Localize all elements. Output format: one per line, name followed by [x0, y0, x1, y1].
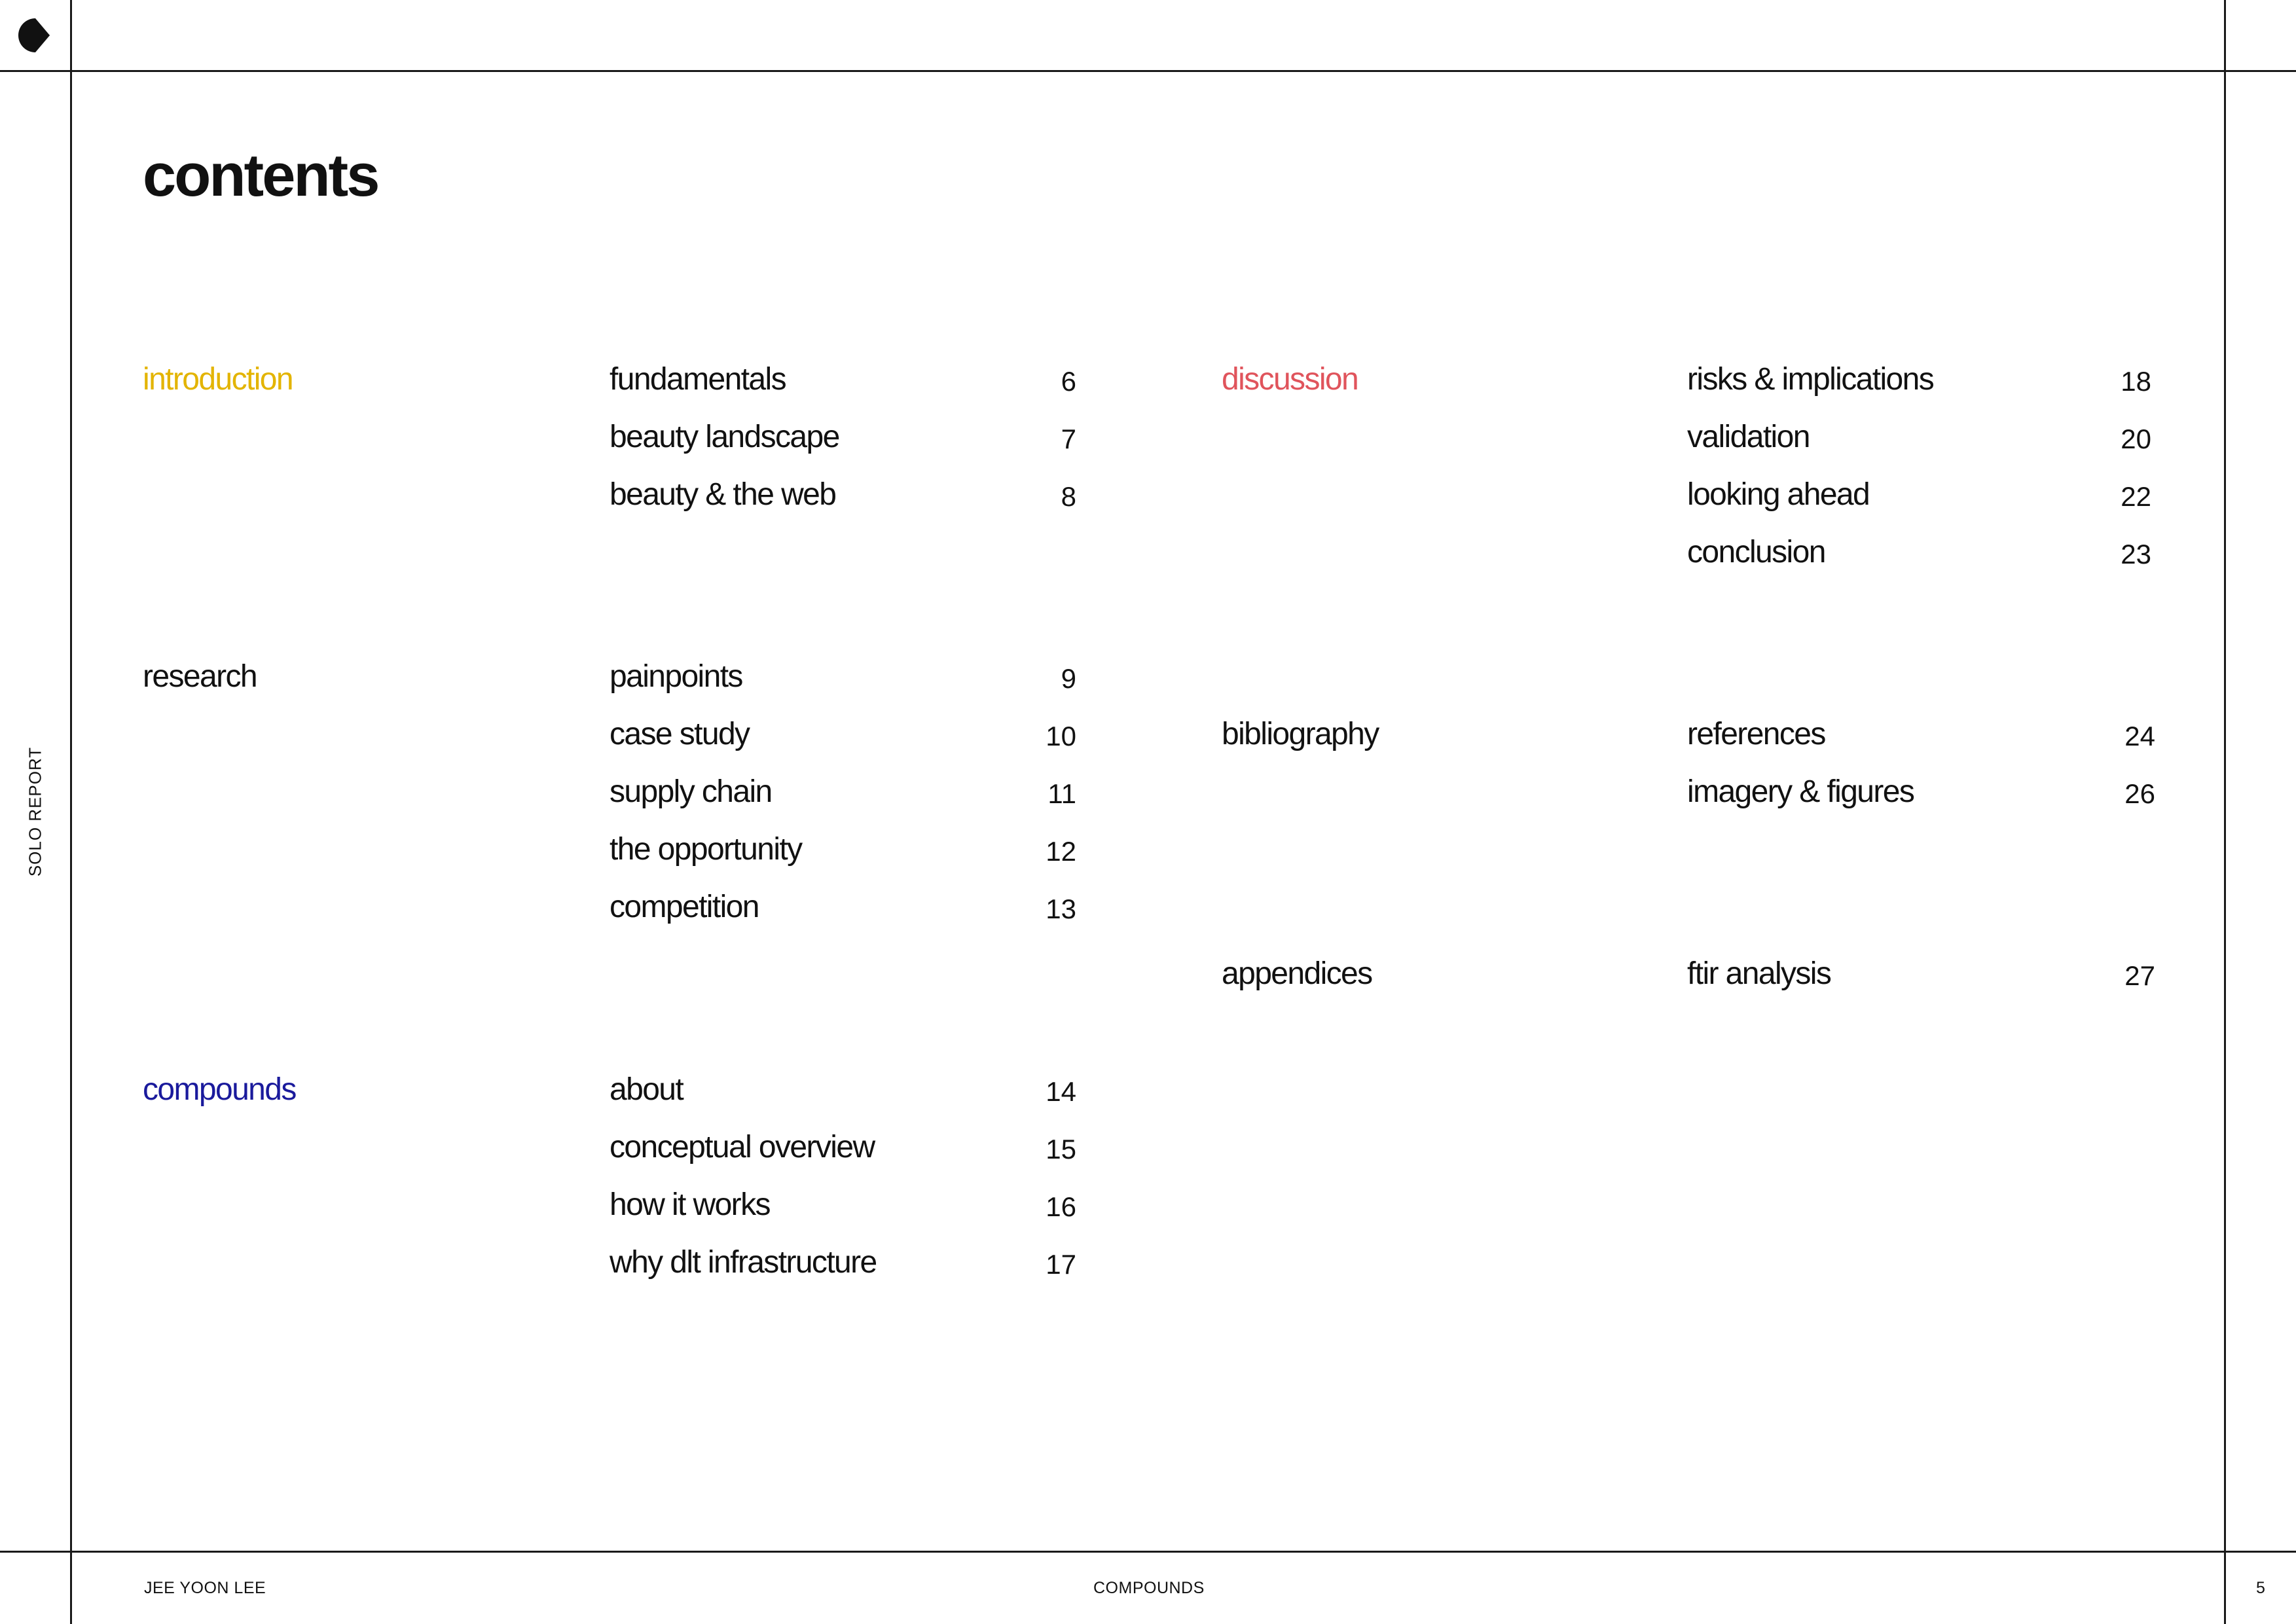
right-rule	[2224, 0, 2226, 1624]
toc-entry-label: case study	[610, 717, 750, 751]
toc-entry-label: how it works	[610, 1187, 770, 1222]
bottom-rule	[0, 1551, 2296, 1553]
toc-entry-page: 24	[2124, 721, 2155, 751]
toc-entry-page: 20	[2121, 424, 2151, 454]
section-title: discussion	[1222, 362, 1358, 397]
toc-entry-label: conclusion	[1687, 535, 1825, 569]
toc-entry-label: fundamentals	[610, 362, 786, 397]
toc-entry-page: 16	[1046, 1191, 1076, 1222]
toc-entry-page: 11	[1048, 778, 1076, 809]
toc-entry-label: supply chain	[610, 774, 772, 809]
toc-entry-label: the opportunity	[610, 832, 802, 867]
section-title: compounds	[143, 1072, 296, 1107]
toc-entry-label: ftir analysis	[1687, 956, 1831, 991]
toc-entry-label: beauty landscape	[610, 420, 839, 454]
toc-entry-label: conceptual overview	[610, 1130, 875, 1164]
toc-entry-page: 10	[1046, 721, 1076, 751]
section-title: introduction	[143, 362, 293, 397]
toc-entry-label: painpoints	[610, 659, 742, 694]
section-title: bibliography	[1222, 717, 1379, 751]
toc-entry-label: imagery & figures	[1687, 774, 1914, 809]
toc-entry-label: looking ahead	[1687, 477, 1870, 512]
top-rule	[0, 70, 2296, 72]
toc-entry-page: 8	[1061, 481, 1076, 512]
toc-entry-page: 18	[2121, 366, 2151, 397]
section-title: appendices	[1222, 956, 1372, 991]
toc-entry-page: 6	[1061, 366, 1076, 397]
toc-entry-label: about	[610, 1072, 683, 1107]
toc-entry-page: 26	[2124, 778, 2155, 809]
toc-entry-page: 14	[1046, 1076, 1076, 1107]
brand-logo-icon	[17, 17, 54, 54]
section-title: research	[143, 659, 257, 694]
sidebar-label: SOLO REPORT	[25, 746, 45, 877]
left-rule	[70, 0, 72, 1624]
toc-entry-label: references	[1687, 717, 1825, 751]
page-title: contents	[143, 142, 378, 209]
toc-entry-page: 27	[2124, 960, 2155, 991]
toc-entry-label: beauty & the web	[610, 477, 836, 512]
footer-project: COMPOUNDS	[1093, 1579, 1205, 1597]
toc-entry-page: 23	[2121, 539, 2151, 569]
toc-entry-page: 13	[1046, 893, 1076, 924]
toc-entry-page: 12	[1046, 836, 1076, 867]
toc-entry-label: why dlt infrastructure	[610, 1245, 877, 1280]
toc-entry-label: risks & implications	[1687, 362, 1934, 397]
toc-entry-label: competition	[610, 890, 759, 924]
toc-entry-label: validation	[1687, 420, 1810, 454]
toc-entry-page: 15	[1046, 1134, 1076, 1164]
footer-author: JEE YOON LEE	[144, 1579, 266, 1597]
toc-entry-page: 22	[2121, 481, 2151, 512]
toc-entry-page: 7	[1061, 424, 1076, 454]
toc-entry-page: 9	[1061, 663, 1076, 694]
footer-page-number: 5	[2256, 1579, 2266, 1597]
toc-entry-page: 17	[1046, 1249, 1076, 1280]
